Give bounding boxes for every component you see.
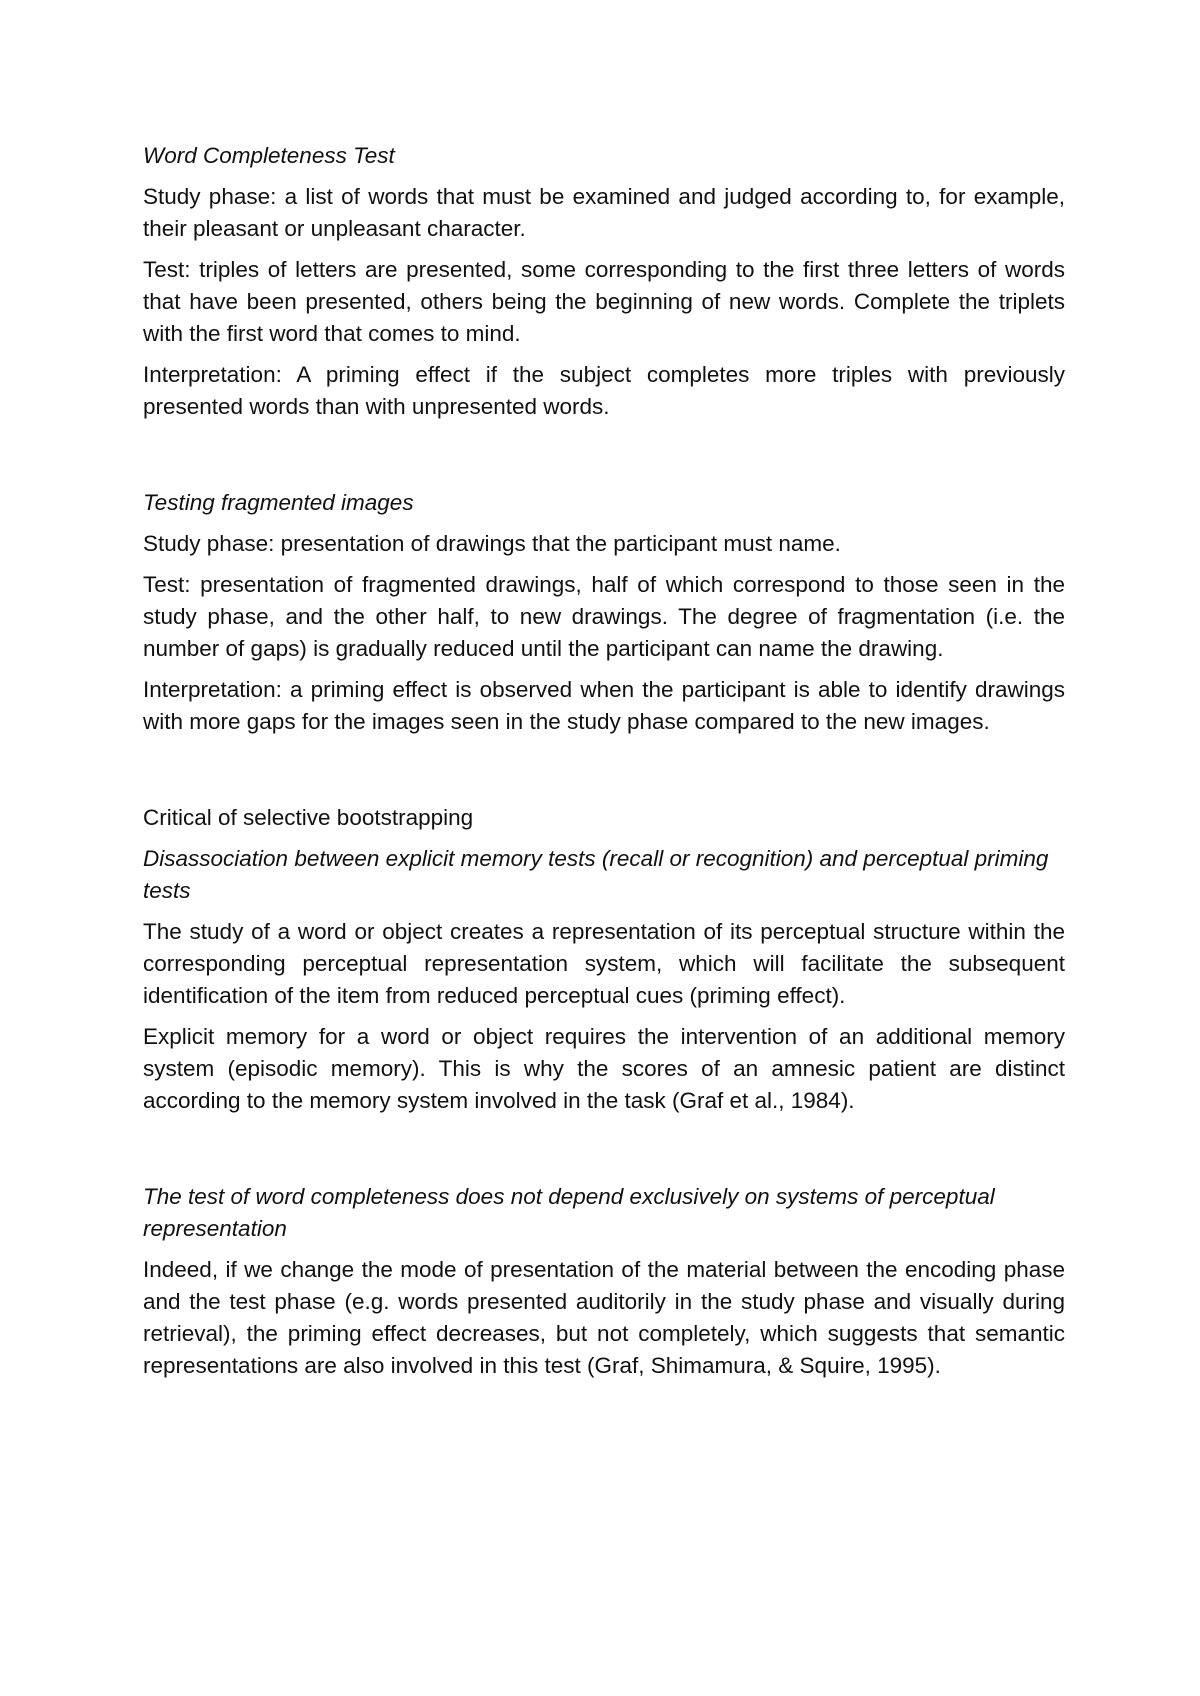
section-heading: Testing fragmented images — [143, 490, 414, 515]
section-word-completeness — [143, 140, 1065, 423]
section-spacer — [143, 432, 1065, 487]
paragraph: Interpretation: a priming effect is observed when the participant is able to identify drawings with more gaps for the images seen in the study phase compared to the new images. — [143, 677, 1065, 734]
section-selective-bootstrapping — [143, 802, 1065, 1117]
section-heading: The test of word completeness does not depend exclusively on systems of perceptual representation — [143, 1184, 995, 1241]
paragraph: Indeed, if we change the mode of presentation of the material between the encoding phase and the test phase (e.g. words presented auditorily in the study phase and visually during retrieval), the priming effect decreases, but not completely, which suggests that semantic representations are also involved in this test (Graf, Shimamura, & Squire, 1995). — [143, 1257, 1065, 1378]
paragraph: Study phase: presentation of drawings that the participant must name. — [143, 531, 841, 556]
section-heading: Word Completeness Test — [143, 143, 395, 168]
document-page — [143, 140, 1065, 1391]
paragraph: Interpretation: A priming effect if the subject completes more triples with previously presented words than with unpresented words. — [143, 362, 1065, 419]
section-subheading: Disassociation between explicit memory tests (recall or recognition) and perceptual priming tests — [143, 846, 1049, 903]
section-fragmented-images — [143, 487, 1065, 738]
paragraph: Test: triples of letters are presented, some corresponding to the first three letters of words that have been presented, others being the beginning of new words. Complete the triplets with the first word that comes to mind. — [143, 257, 1065, 346]
section-spacer — [143, 1126, 1065, 1181]
paragraph: Study phase: a list of words that must be examined and judged according to, for example, their pleasant or unpleasant character. — [143, 184, 1065, 241]
section-spacer — [143, 747, 1065, 802]
section-perceptual-representation — [143, 1181, 1065, 1382]
paragraph: The study of a word or object creates a representation of its perceptual structure within the corresponding perceptual representation system, which will facilitate the subsequent identification of the item from reduced perceptual cues (priming effect). — [143, 919, 1065, 1008]
section-heading: Critical of selective bootstrapping — [143, 805, 474, 830]
paragraph: Test: presentation of fragmented drawings, half of which correspond to those seen in the study phase, and the other half, to new drawings. The degree of fragmentation (i.e. the number of gaps) is gradually reduced until the participant can name the drawing. — [143, 572, 1065, 661]
paragraph: Explicit memory for a word or object requires the intervention of an additional memory system (episodic memory). This is why the scores of an amnesic patient are distinct according to the memory system involved in the task (Graf et al., 1984). — [143, 1024, 1065, 1113]
